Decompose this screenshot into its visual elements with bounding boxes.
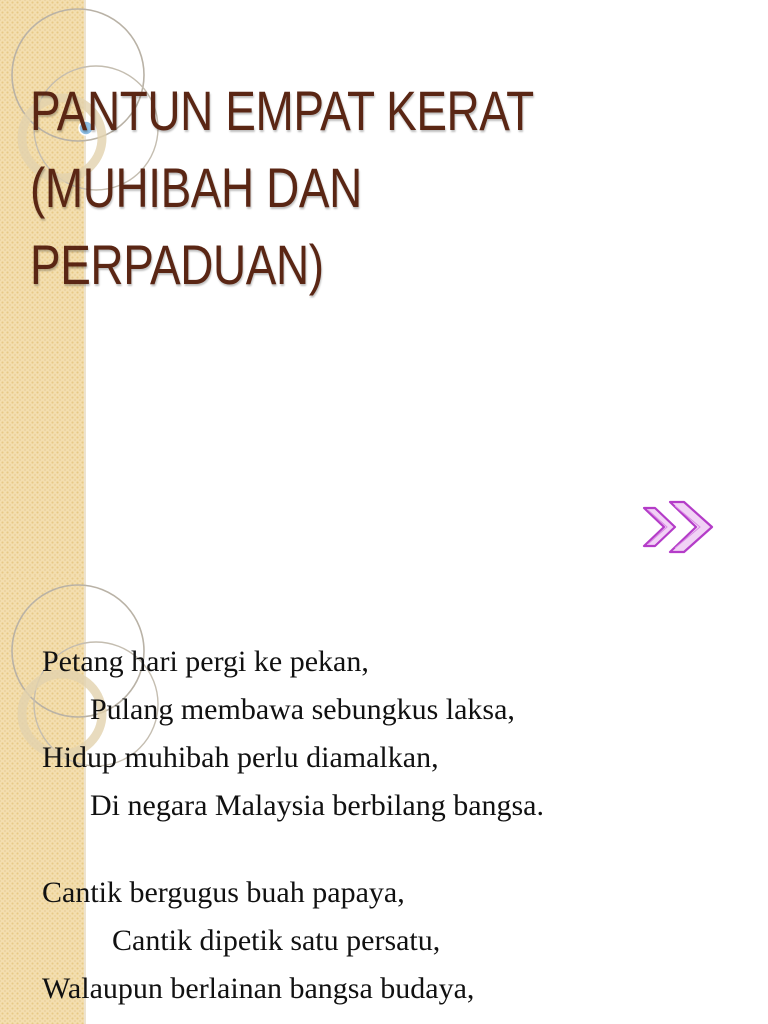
double-chevron-arrow-icon[interactable] — [640, 498, 722, 556]
page-title — [30, 72, 534, 303]
poem-line: Cantik bergugus buah papaya, — [42, 876, 405, 909]
slide-poem — [0, 576, 768, 1024]
title-line: PANTUN EMPAT KERAT — [30, 79, 534, 142]
title-line: (MUHIBAH DAN — [30, 156, 362, 219]
poem-line: Hidup muhibah perlu diamalkan, — [42, 741, 439, 774]
poem-line: Cantik dipetik satu persatu, — [112, 924, 441, 957]
title-line: PERPADUAN) — [30, 233, 324, 296]
poem-line: Di negara Malaysia berbilang bangsa. — [90, 789, 544, 822]
poem-line: Pulang membawa sebungkus laksa, — [90, 693, 515, 726]
pantun-poem — [42, 638, 742, 1013]
poem-line: Petang hari pergi ke pekan, — [42, 645, 369, 678]
poem-line: Walaupun berlainan bangsa budaya, — [42, 972, 475, 1005]
stanza-divider — [42, 830, 742, 869]
